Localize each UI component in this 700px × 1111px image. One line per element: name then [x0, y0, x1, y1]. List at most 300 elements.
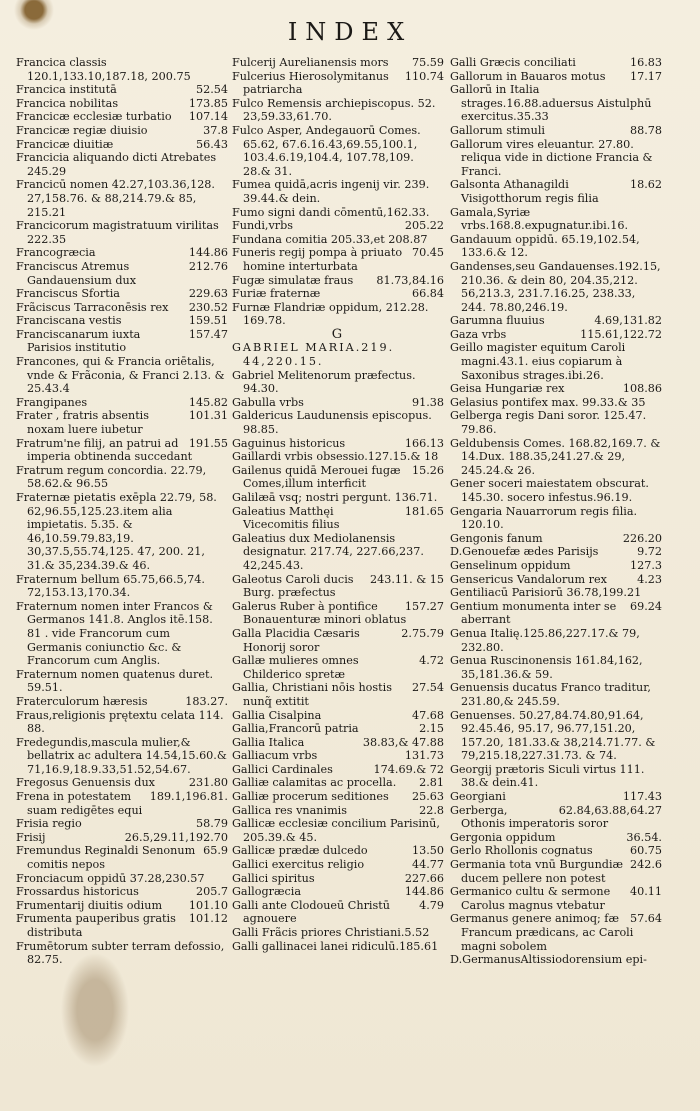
- entry-page-ref: 2.75.79: [401, 626, 444, 640]
- entry-page-ref: 17.17: [629, 69, 662, 83]
- entry-text: Fraterculorum hæresis: [16, 694, 148, 708]
- entry-text: Gandenses,seu Gandauenses.192.15, 210.36. & dein 80, 204.35,212. 56,213.3, 231.7.16.25, 238.33, 244. 78.80,246.19.: [450, 259, 661, 314]
- entry-page-ref: 157.27: [404, 599, 444, 613]
- entry-text: Galliæ procerum seditiones: [232, 790, 389, 804]
- entry-text: Franciscana vestis: [16, 314, 122, 328]
- entry-page-ref: 36.54.: [626, 830, 662, 844]
- index-entry: [450, 178, 662, 205]
- entry-page-ref: 174.69.& 72: [373, 762, 444, 776]
- index-entry: [450, 83, 662, 124]
- entry-text: Francogræcia: [16, 246, 96, 260]
- index-entry: [232, 70, 444, 97]
- index-entry: [232, 600, 444, 627]
- entry-text: Fundana comitia 205.33,et 208.87: [232, 232, 428, 246]
- index-entry: [232, 287, 444, 301]
- entry-text: Gallorum vires eleuantur. 27.80. reliqua vide in dictione Francia & Franci.: [450, 137, 653, 178]
- index-entry: [232, 817, 444, 844]
- entry-page-ref: 25.63: [411, 790, 444, 804]
- entry-page-ref: 91.38: [411, 395, 444, 409]
- index-entry: [232, 219, 444, 233]
- entry-text: Gengaria Nauarrorum regis filia. 120.10.: [450, 504, 638, 532]
- entry-text: Gelberga regis Dani soror. 125.47. 79.86.: [450, 409, 647, 437]
- entry-text: Galliacum vrbs: [232, 749, 318, 763]
- index-entry: [16, 301, 228, 315]
- entry-text: Frãciscus Tarraconēsis rex: [16, 300, 169, 314]
- entry-text: Galerus Ruber à pontifice Bonauenturæ minori oblatus: [232, 599, 407, 627]
- index-entry: [16, 260, 228, 287]
- index-entry: [450, 858, 662, 885]
- index-entry: [232, 899, 444, 926]
- entry-text: Gailenus quidā Merouei fugæ Comes,illum interficit: [232, 463, 401, 491]
- entry-text: Gallici exercitus religio: [232, 858, 365, 872]
- index-entry: [232, 763, 444, 777]
- index-entry: [232, 872, 444, 886]
- entry-page-ref: 4.23: [637, 572, 662, 586]
- entry-text: Gensericus Vandalorum rex: [450, 572, 607, 586]
- entry-page-ref: 101.10: [188, 898, 228, 912]
- entry-text: Frater , fratris absentis noxam luere iubetur: [16, 409, 150, 437]
- entry-text: Geldubensis Comes. 168.82,169.7. & 14.Dux. 188.35,241.27.& 29, 245.24.& 26.: [450, 436, 661, 477]
- index-entry: [232, 776, 444, 790]
- index-entry: [16, 668, 228, 695]
- index-entry: [232, 681, 444, 708]
- entry-text: Francones, qui & Francia oriētalis, vnde & Frãconia, & Franci 2.13. & 25.43.4: [16, 355, 225, 396]
- entry-page-ref: 212.76: [188, 259, 228, 273]
- index-entry: [16, 600, 228, 668]
- index-entry: [232, 437, 444, 451]
- entry-text: Gelasius pontifex max. 99.33.& 35: [450, 395, 646, 409]
- index-entry: [450, 328, 662, 342]
- entry-page-ref: 81.73,84.16: [376, 273, 444, 287]
- index-entry: [232, 56, 444, 70]
- index-entry: [232, 409, 444, 436]
- entry-text: Geisa Hungariæ rex: [450, 382, 565, 396]
- entry-page-ref: 2.15: [419, 722, 444, 736]
- entry-text: Georgij prætoris Siculi virtus 111. 38.& dein.41.: [450, 762, 645, 790]
- entry-text: Fugæ simulatæ fraus: [232, 273, 354, 287]
- index-entry: [232, 464, 444, 491]
- index-entry: [232, 627, 444, 654]
- entry-page-ref: 144.86: [404, 885, 444, 899]
- index-entry: [450, 953, 662, 967]
- entry-text: Gallia Italica: [232, 735, 305, 749]
- index-entry: [450, 477, 662, 504]
- entry-text: Frumenta pauperibus gratis distributa: [16, 912, 176, 939]
- entry-text: Fulco Remensis archiepiscopus. 52. 23,59.33,61.70.: [232, 96, 436, 124]
- entry-page-ref: 226.20: [622, 531, 662, 545]
- entry-text: Francica institutā: [16, 83, 117, 97]
- index-entry: [16, 97, 228, 111]
- entry-page-ref: 227.66: [404, 871, 444, 885]
- index-entry: [450, 56, 662, 70]
- entry-text: Georgiani: [450, 790, 506, 804]
- entry-page-ref: 4.72: [419, 654, 444, 668]
- entry-text: Gabulla vrbs: [232, 395, 304, 409]
- entry-page-ref: 145.82: [188, 395, 228, 409]
- entry-text: Gaillardi vrbis obsessio.127.15.& 18: [232, 450, 439, 464]
- index-entry: [16, 328, 228, 355]
- entry-text: Gener soceri maiestatem obscurat. 145.30. socero infestus.96.19.: [450, 477, 649, 504]
- entry-text: Fraternum nomen inter Francos & Germanos 141.8. Anglos itē.158. 81 . vide Francorum cum Germanis coniunctio &c. & Francorum cum Anglis.: [16, 599, 213, 668]
- entry-page-ref: 127.3: [629, 558, 662, 572]
- entry-text: Galeatius dux Mediolanensis designatur. 217.74, 227.66,237. 42,245.43.: [232, 531, 424, 572]
- index-entry: [450, 885, 662, 912]
- index-entry: [450, 654, 662, 681]
- index-entry: [232, 709, 444, 723]
- entry-text: Germanus genere animoq; fæ Francum prædicans, ac Caroli magni sobolem: [450, 912, 634, 953]
- entry-text: Galla Placidia Cæsaris Honorij soror: [232, 626, 360, 654]
- index-entry: [450, 912, 662, 953]
- index-entry: [450, 709, 662, 763]
- entry-page-ref: 26.5,29.11,192.70: [124, 830, 228, 844]
- entry-text: Galli Græcis conciliati: [450, 56, 576, 69]
- entry-page-ref: 47.68: [411, 708, 444, 722]
- entry-page-ref: 101.31: [188, 409, 228, 423]
- entry-page-ref: 229.63: [188, 287, 228, 301]
- entry-text: Furiæ fraternæ: [232, 287, 321, 301]
- index-entry: [450, 341, 662, 382]
- entry-text: Gallica res vnanimis: [232, 803, 348, 817]
- index-entry: [450, 600, 662, 627]
- index-column-2: [232, 56, 444, 953]
- index-entry: [450, 804, 662, 831]
- entry-text: Gallorū in Italia strages.16.88.aduersus Aistulphū exercitus.35.33: [450, 83, 652, 124]
- index-entry: [16, 219, 228, 246]
- index-entry: [232, 124, 444, 178]
- index-entry: [232, 722, 444, 736]
- index-entry: [232, 926, 444, 940]
- entry-text: Galeatius Matthęi Vicecomitis filius: [232, 504, 340, 532]
- index-entry: [232, 491, 444, 505]
- entry-page-ref: 191.55: [188, 436, 228, 450]
- entry-text: Fronciacum oppidū 37.28,230.57: [16, 871, 205, 885]
- index-entry: [16, 464, 228, 491]
- entry-page-ref: 56.43: [195, 137, 228, 151]
- entry-text: Gamala,Syriæ vrbs.168.8.expugnatur.ibi.16.: [450, 205, 629, 233]
- index-entry: [450, 124, 662, 138]
- index-entry: [232, 736, 444, 750]
- entry-text: Francicū nomen 42.27,103.36,128. 27,158.76. & 88,214.79.& 85, 215.21: [16, 178, 215, 219]
- entry-page-ref: 52.54: [195, 83, 228, 97]
- index-entry: [16, 124, 228, 138]
- entry-text: Galeotus Caroli ducis Burg. præfectus: [232, 572, 354, 600]
- index-entry: [16, 885, 228, 899]
- index-entry: [16, 695, 228, 709]
- entry-text: Fraternum bellum 65.75,66.5,74. 72,153.13,170.34.: [16, 572, 205, 600]
- entry-text: Fumo signi dandi cōmentū,162.33.: [232, 205, 430, 219]
- index-entry: [16, 355, 228, 396]
- entry-text: Fraternæ pietatis exēpla 22.79, 58. 62,96.55,125.23.item alia impietatis. 5.35. & 46,10.59.79.83,19. 30,37.5,55.74,125. 47, 200. 21, 31.& 35,234.39.& 46.: [16, 491, 217, 572]
- index-entry: [232, 246, 444, 273]
- entry-page-ref: 107.14: [188, 110, 228, 124]
- entry-page-ref: 173.85: [188, 96, 228, 110]
- entry-text: Fraus,religionis prętextu celata 114. 88.: [16, 708, 224, 736]
- entry-page-ref: 88.78: [629, 123, 662, 137]
- index-entry: [16, 844, 228, 871]
- index-entry: [450, 573, 662, 587]
- section-letter: [232, 328, 444, 342]
- entry-text: Germanico cultu & sermone Carolus magnus vtebatur: [450, 885, 611, 912]
- index-entry: [232, 858, 444, 872]
- index-entry: [16, 151, 228, 178]
- entry-text: Fratrum'ne filij, an patrui ad imperia obtinenda succedant: [16, 436, 193, 464]
- entry-text: Genuensis ducatus Franco traditur, 231.80,& 245.59.: [450, 681, 651, 708]
- entry-text: Gengonis fanum: [450, 531, 543, 545]
- index-entry: [16, 776, 228, 790]
- index-entry: [16, 138, 228, 152]
- entry-page-ref: 157.47: [188, 327, 228, 341]
- entry-text: Francica classis 120.1,133.10,187.18, 200.75: [16, 56, 191, 83]
- entry-text: Frisij: [16, 830, 46, 844]
- index-entry: [450, 532, 662, 546]
- index-entry: [450, 545, 662, 559]
- entry-page-ref: 242.6: [629, 858, 662, 872]
- index-entry: [450, 681, 662, 708]
- entry-text: Genuenses. 50.27,84.74.80,91.64, 92.45.46, 95.17, 96.77,151.20, 157.20, 181.33.& 38,214.71.77. & 79,215.18,227.31.73. & 74.: [450, 708, 656, 763]
- entry-page-ref: 37.8: [203, 123, 228, 137]
- entry-text: Francicia aliquando dicti Atrebates 245.29: [16, 151, 217, 178]
- index-entry: [16, 396, 228, 410]
- index-entry: [16, 790, 228, 817]
- entry-text: Galli ante Clodoueū Christū agnouere: [232, 898, 390, 926]
- index-entry: [16, 872, 228, 886]
- index-entry: [450, 138, 662, 179]
- entry-text: Fumea quidā,acris ingenij vir. 239. 39.44.& dein.: [232, 178, 430, 205]
- entry-page-ref: 117.43: [622, 790, 662, 804]
- index-entry: [450, 260, 662, 314]
- entry-text: Gallia Cisalpina: [232, 708, 322, 722]
- index-column-1: [16, 56, 228, 967]
- entry-text: Gallorum stimuli: [450, 123, 546, 137]
- index-entry: [16, 573, 228, 600]
- index-entry: [450, 70, 662, 84]
- index-entry: [232, 790, 444, 804]
- entry-page-ref: 57.64: [629, 912, 662, 926]
- index-entry: [232, 178, 444, 205]
- index-entry: [232, 274, 444, 288]
- entry-text: Franciscanarum iuxta Parisios institutio: [16, 327, 141, 355]
- index-entry: [450, 505, 662, 532]
- entry-text: Gallia, Christiani nōis hostis nunq̃ extitit: [232, 681, 392, 708]
- index-entry: [450, 314, 662, 328]
- entry-text: Galliæ calamitas ac procella.: [232, 776, 397, 790]
- index-entry: [16, 437, 228, 464]
- entry-page-ref: 69.24: [629, 599, 662, 613]
- entry-page-ref: 230.52: [188, 300, 228, 314]
- entry-text: Garumna fluuius: [450, 314, 545, 328]
- index-entry: [16, 314, 228, 328]
- entry-text: Gallia,Francorū patria: [232, 722, 359, 736]
- index-entry: [232, 206, 444, 220]
- entry-text: Gerberga, Othonis imperatoris soror: [450, 803, 609, 831]
- entry-text: D.Genouefæ ædes Parisijs: [450, 545, 599, 559]
- entry-text: Gallicæ prædæ dulcedo: [232, 844, 368, 858]
- entry-text: Gallici spiritus: [232, 871, 315, 885]
- entry-page-ref: 44.77: [411, 858, 444, 872]
- entry-text: Fulcerius Hierosolymitanus patriarcha: [232, 69, 389, 97]
- entry-page-ref: 205.7: [195, 885, 228, 899]
- entry-text: Frumētorum subter terram defossio, 82.75.: [16, 939, 225, 967]
- index-entry: [232, 301, 444, 328]
- entry-page-ref: 144.86: [188, 246, 228, 260]
- entry-text: GABRIEL MARIA.219. 44,220.15.: [232, 341, 395, 369]
- entry-page-ref: 110.74: [404, 69, 444, 83]
- index-entry: [232, 233, 444, 247]
- entry-text: Franciscus Atremus Gandauensium dux: [16, 259, 137, 287]
- entry-page-ref: 115.61,122.72: [580, 327, 662, 341]
- index-entry: [450, 790, 662, 804]
- entry-text: Galli Frãcis priores Christiani.5.52: [232, 926, 430, 939]
- index-entry: [232, 885, 444, 899]
- entry-page-ref: 22.8: [419, 803, 444, 817]
- entry-text: Germania tota vnū Burgundiæ ducem pellere non potest: [450, 858, 624, 885]
- entry-page-ref: 4.79: [419, 898, 444, 912]
- entry-text: Galilæā vsq; nostri pergunt. 136.71.: [232, 491, 438, 504]
- entry-text: Genua Ruscinonensis 161.84,162, 35,181.36.& 59.: [450, 654, 643, 681]
- index-entry: [232, 573, 444, 600]
- entry-text: Gallicæ ecclesiæ concilium Parisinū, 205.39.& 45.: [232, 817, 440, 844]
- entry-page-ref: 243.11. & 15: [369, 572, 444, 586]
- entry-page-ref: 66.84: [411, 287, 444, 301]
- entry-text: Galsonta Athanagildi Visigotthorum regis filia: [450, 178, 599, 205]
- entry-page-ref: 16.83: [629, 56, 662, 69]
- entry-text: Genselinum oppidum: [450, 558, 571, 572]
- entry-page-ref: 58.79: [195, 817, 228, 831]
- index-entry: [16, 287, 228, 301]
- entry-text: Frumentarij diuitis odium: [16, 898, 163, 912]
- entry-page-ref: 189.1,196.81.: [149, 790, 228, 804]
- index-entry: [16, 83, 228, 97]
- index-entry: [16, 56, 228, 83]
- index-entry: [450, 396, 662, 410]
- index-entry: [232, 341, 444, 368]
- entry-page-ref: 40.11: [629, 885, 662, 899]
- entry-page-ref: 62.84,63.88,64.27: [558, 803, 662, 817]
- index-entry: [16, 491, 228, 573]
- entry-text: Francicæ ecclesiæ turbatio: [16, 110, 172, 124]
- index-entry: [232, 654, 444, 681]
- entry-page-ref: 108.86: [622, 382, 662, 396]
- entry-page-ref: 205.22: [404, 219, 444, 233]
- entry-page-ref: 60.75: [629, 844, 662, 858]
- index-entry: [232, 940, 444, 954]
- entry-text: Furnæ Flandriæ oppidum, 212.28. 169.78.: [232, 300, 429, 328]
- entry-page-ref: 9.72: [637, 545, 662, 559]
- index-entry: [16, 831, 228, 845]
- index-entry: [450, 763, 662, 790]
- entry-text: Gentiliacū Parisiorū 36.78,199.21: [450, 586, 642, 600]
- entry-page-ref: 65.9: [203, 844, 228, 858]
- index-entry: [16, 246, 228, 260]
- entry-text: Francica nobilitas: [16, 96, 119, 110]
- entry-page-ref: 4.69,131.82: [594, 314, 662, 328]
- index-column-3: [450, 56, 662, 967]
- index-entry: [16, 709, 228, 736]
- entry-page-ref: 231.80: [188, 776, 228, 790]
- index-entry: [16, 110, 228, 124]
- index-entry: [450, 844, 662, 858]
- entry-text: Fregosus Genuensis dux: [16, 776, 155, 790]
- entry-text: Fratrum regum concordia. 22.79, 58.62.& 96.55: [16, 463, 207, 491]
- entry-text: D.GermanusAltissiodorensium epi-: [450, 953, 647, 967]
- entry-text: Fundi,vrbs: [232, 219, 294, 233]
- entry-page-ref: 75.59: [411, 56, 444, 69]
- entry-text: Galdericus Laudunensis episcopus. 98.85.: [232, 409, 432, 437]
- index-entry: [232, 844, 444, 858]
- index-entry: [16, 912, 228, 939]
- entry-text: Frena in potestatem suam redigētes equi: [16, 790, 143, 817]
- index-entry: [232, 804, 444, 818]
- entry-page-ref: 13.50: [411, 844, 444, 858]
- entry-page-ref: 101.12: [188, 912, 228, 926]
- entry-text: Gallici Cardinales: [232, 762, 333, 776]
- entry-text: Fraternum nomen quatenus duret. 59.51.: [16, 667, 213, 695]
- entry-text: Gandauum oppidū. 65.19,102.54, 133.6.& 12.: [450, 232, 640, 260]
- entry-page-ref: 183.27.: [185, 694, 228, 708]
- entry-text: Frangipanes: [16, 395, 88, 409]
- entry-page-ref: 38.83,& 47.88: [362, 735, 444, 749]
- entry-text: Gaguinus historicus: [232, 436, 346, 450]
- entry-text: Gabriel Melitenorum præfectus. 94.30.: [232, 368, 416, 396]
- entry-text: Fulcerij Aurelianensis mors: [232, 56, 389, 69]
- entry-page-ref: 70.45: [411, 246, 444, 260]
- entry-text: Gergonia oppidum: [450, 830, 556, 844]
- index-entry: [450, 559, 662, 573]
- index-entry: [450, 586, 662, 600]
- entry-text: Franciscus Sfortia: [16, 287, 120, 301]
- entry-text: Gallæ mulieres omnes Childerico spretæ: [232, 654, 359, 681]
- index-entry: [450, 233, 662, 260]
- index-entry: [232, 450, 444, 464]
- entry-page-ref: 181.65: [404, 504, 444, 518]
- index-entry: [16, 178, 228, 219]
- index-entry: [232, 532, 444, 573]
- index-entry: [450, 382, 662, 396]
- index-entry: [450, 437, 662, 478]
- index-entry: [16, 940, 228, 967]
- entry-text: Francicorum magistratuum virilitas 222.35: [16, 219, 219, 246]
- entry-text: Gerlo Rhollonis cognatus: [450, 844, 593, 858]
- entry-text: Funeris regij pompa à priuato homine interturbata: [232, 246, 403, 273]
- index-entry: [16, 736, 228, 777]
- entry-text: Fremundus Reginaldi Senonum comitis nepos: [16, 844, 196, 872]
- index-entry: [232, 505, 444, 532]
- index-entry: [450, 627, 662, 654]
- entry-page-ref: 166.13: [404, 436, 444, 450]
- entry-text: Gentium monumenta inter se aberrant: [450, 599, 617, 627]
- entry-page-ref: 131.73: [404, 749, 444, 763]
- index-entry: [232, 97, 444, 124]
- entry-text: Francicæ regiæ diuisio: [16, 123, 148, 137]
- entry-text: Galli gallinacei lanei ridiculū.185.61: [232, 939, 439, 953]
- entry-page-ref: 18.62: [629, 178, 662, 192]
- index-entry: [16, 409, 228, 436]
- entry-text: Frossardus historicus: [16, 885, 139, 899]
- entry-text: Gaza vrbs: [450, 327, 507, 341]
- entry-text: Geillo magister equitum Caroli magni.43.1. eius copiarum à Saxonibus strages.ibi.26.: [450, 341, 626, 382]
- index-entry: [232, 369, 444, 396]
- entry-page-ref: 27.54: [411, 681, 444, 695]
- entry-text: G: [331, 326, 345, 342]
- entry-page-ref: 159.51: [188, 314, 228, 328]
- page-title: INDEX: [287, 18, 413, 46]
- entry-text: Genua Italię.125.86,227.17.& 79, 232.80.: [450, 626, 640, 654]
- entry-text: Gallogræcia: [232, 885, 302, 899]
- index-entry: [232, 749, 444, 763]
- entry-text: Fulco Asper, Andegauorū Comes. 65.62, 67.6.16.43,69.55,100.1, 103.4.6.19,104.4, 107.78,109. 28.& 31.: [232, 123, 421, 178]
- entry-page-ref: 15.26: [411, 463, 444, 477]
- index-entry: [450, 409, 662, 436]
